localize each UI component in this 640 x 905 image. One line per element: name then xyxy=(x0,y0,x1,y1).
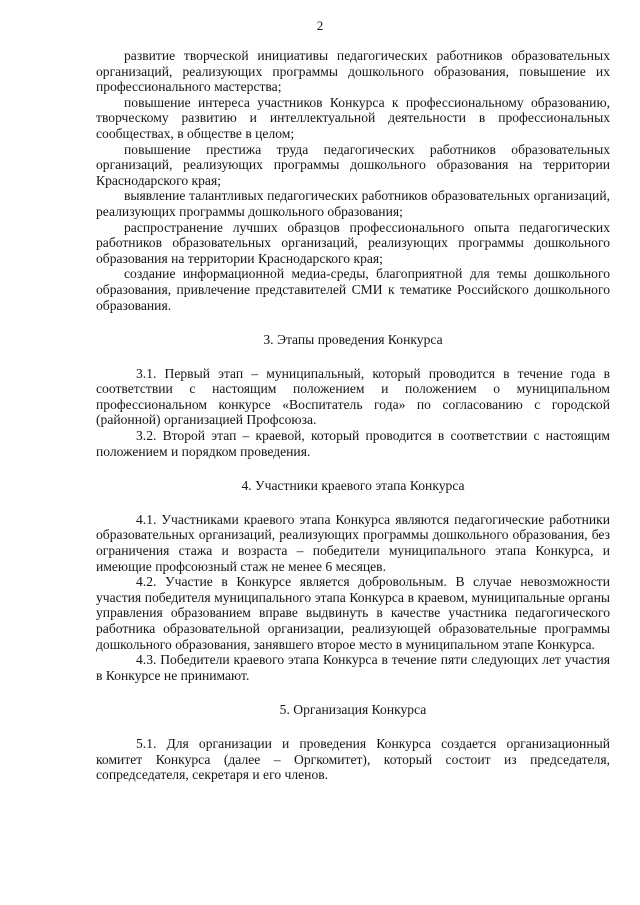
goal-item: повышение интереса участников Конкурса к профессиональному образованию, творческому развитию и интеллектуальной деятельности в профессиональных сообществах, в обществе в целом; xyxy=(96,94,610,141)
section-5-paragraph: 5.1. Для организации и проведения Конкурса создается организационный комитет Конкурса (далее – Оргкомитет), который состоит из председателя, сопредседателя, секретаря и его членов. xyxy=(96,735,610,783)
section-4-paragraph: 4.3. Победители краевого этапа Конкурса в течение пяти следующих лет участия в Конкурсе не принимают. xyxy=(96,652,610,683)
goal-item: выявление талантливых педагогических работников образовательных организаций, реализующих программы дошкольного образования; xyxy=(96,188,610,219)
section-4-paragraph: 4.1. Участниками краевого этапа Конкурса являются педагогические работники образовательных организаций, реализующих программы дошкольного образования, без ограничения стажа и возраста – победители муниципального этапа Конкурса, и имеющие профсоюзный стаж не менее 6 месяцев. xyxy=(96,511,610,574)
document-body xyxy=(96,48,610,783)
page-number: 2 xyxy=(316,18,324,33)
section-3-paragraph: 3.2. Второй этап – краевой, который проводится в соответствии с настоящим положением и порядком проведения. xyxy=(96,428,610,459)
goal-item: повышение престижа труда педагогических работников образовательных организаций, реализующих программы дошкольного образования на территории Краснодарского края; xyxy=(96,141,610,188)
goal-item: развитие творческой инициативы педагогических работников образовательных организаций, реализующих программы дошкольного образования, повышение их профессионального мастерства; xyxy=(96,48,610,95)
goal-item: распространение лучших образцов профессионального опыта педагогических работников образовательных организаций, реализующих программы дошкольного образования на территории Краснодарского края; xyxy=(96,219,610,266)
section-4-paragraph: 4.2. Участие в Конкурсе является добровольным. В случае невозможности участия победителя муниципального этапа Конкурса в краевом, муниципальные органы управления образованием вправе выдвинуть в качестве участника педагогического работника образовательной организации, реализующей образовательные программы дошкольного образования, занявшего второе место в муниципальном этапе Конкурса. xyxy=(96,574,610,652)
section-4-heading: 4. Участники краевого этапа Конкурса xyxy=(241,478,465,494)
section-3-heading: 3. Этапы проведения Конкурса xyxy=(263,332,443,348)
section-5-heading: 5. Организация Конкурса xyxy=(279,702,427,718)
goal-item: создание информационной медиа-среды, благоприятной для темы дошкольного образования, привлечение представителей СМИ к тематике Российского дошкольного образования. xyxy=(96,266,610,313)
section-3-paragraph: 3.1. Первый этап – муниципальный, который проводится в течение года в соответствии с настоящим положением и положением о муниципальном профессиональном конкурсе «Воспитатель года» по согласованию с городской (районной) организацией Профсоюза. xyxy=(96,365,610,428)
